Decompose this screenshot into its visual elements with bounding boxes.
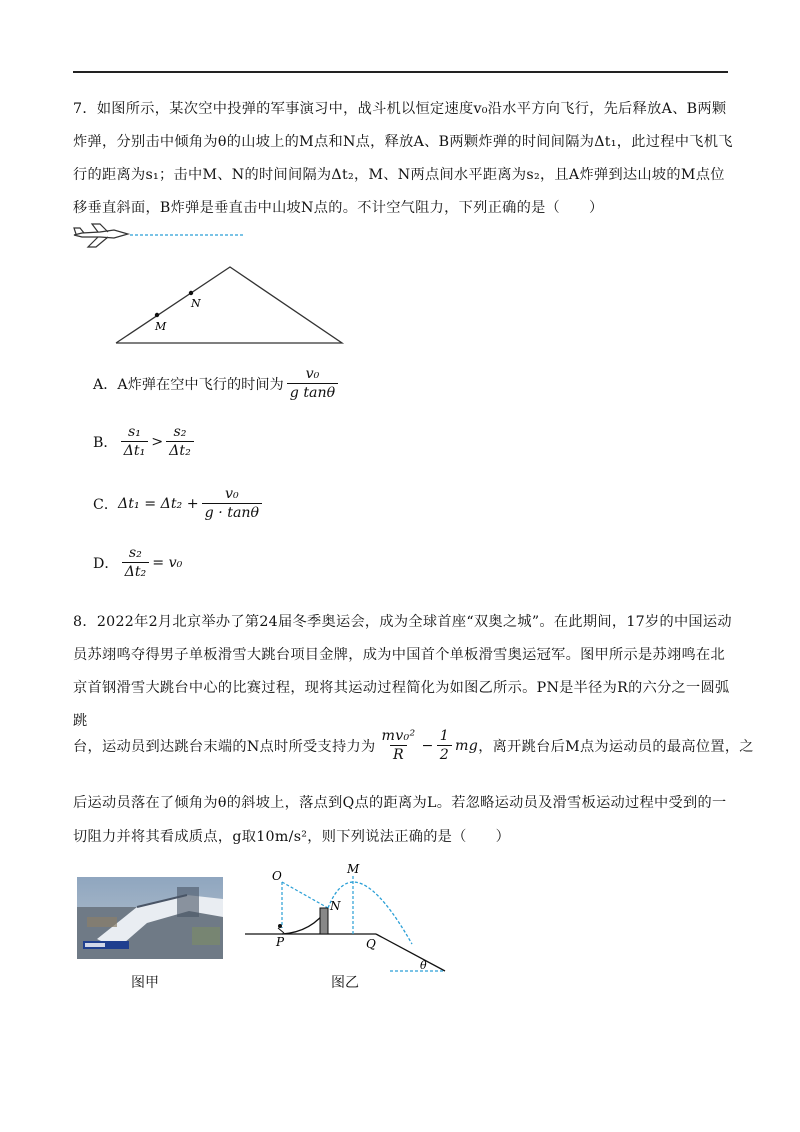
option-d-label: D．: [93, 555, 119, 572]
caption-right: 图乙: [331, 975, 359, 991]
q8-line-4: 切阻力并将其看成质点，g取10m/s²，则下列说法正确的是（ ）: [73, 829, 511, 845]
jet-plane-icon: [74, 224, 128, 247]
q8-fraction-half: $\frac{1}{2}$: [437, 728, 452, 763]
q8-diagram: [240, 860, 455, 978]
label-N: N: [191, 297, 201, 310]
option-d-fraction: $\frac{\text{s₂}}{\text{Δt₂}}$: [122, 545, 150, 580]
option-c-label: C．: [93, 496, 119, 513]
label-M: M: [347, 862, 360, 876]
caption-left: 图甲: [131, 975, 159, 991]
q8-line-2: 台，运动员到达跳台末端的N点时所受支持力为 $\frac{\text{mv₀²}}{R}$ − $\frac{1}{2}$ mg ，离开跳台后M点为运动员的最高位置，之: [73, 728, 754, 763]
q7-option-c[interactable]: C． Δt₁ = Δt₂ + $\frac{\text{v₀}}{g \cdot \tan\theta}$: [93, 486, 265, 521]
q7-figure: [70, 222, 360, 350]
option-b-fraction-2: $\frac{\text{s₂}}{\text{Δt₂}}$: [166, 424, 194, 459]
option-c-fraction: $\frac{\text{v₀}}{g \cdot \tan\theta}$: [202, 486, 262, 521]
label-P: P: [276, 935, 285, 949]
q7-option-a[interactable]: [93, 366, 341, 401]
label-Q: Q: [366, 937, 376, 951]
label-O: O: [272, 869, 282, 883]
point-M: [155, 313, 159, 317]
option-a-fraction: $\frac{\text{v₀}}{\text{g tanθ}}$: [287, 366, 338, 401]
label-M: M: [155, 320, 167, 333]
q7-option-b[interactable]: B． $\frac{\text{s₁}}{\text{Δt₁}}$ > $\frac{\text{s₂}}{\text{Δt₂}}$: [93, 424, 197, 459]
label-theta: θ: [420, 959, 427, 972]
option-b-fraction-1: $\frac{\text{s₁}}{\text{Δt₁}}$: [121, 424, 149, 459]
q7-stem: 7．如图所示，某次空中投弹的军事演习中，战斗机以恒定速度v₀沿水平方向飞行，先后释放A、B两颗炸弹，分别击中倾角为θ的山坡上的M点和N点，释放A、B两颗炸弹的时间间隔为Δt₁，此过程中飞机飞行的距离为s₁；击中M、N的时间间隔为Δt₂，M、N两点间水平距离为s₂，且A炸弹到达山坡的M点位移垂直斜面，B炸弹是垂直击中山坡N点的。不计空气阻力，下列正确的是（ ）: [73, 101, 733, 216]
q8-line-3: 后运动员落在了倾角为θ的斜坡上，落点到Q点的距离为L。若忽略运动员及滑雪板运动过程中受到的一: [73, 795, 727, 811]
label-N: N: [330, 899, 341, 913]
header-rule: [73, 71, 728, 73]
q8-stem: 8．2022年2月北京举办了第24届冬季奥运会，成为全球首座“双奥之城”。在此期间，17岁的中国运动员苏翊鸣夺得男子单板滑雪大跳台项目金牌，成为中国首个单板滑雪奥运冠军。图甲所示是苏翊鸣在北京首钢滑雪大跳台中心的比赛过程，现将其运动过程简化为如图乙所示。PN是半径为R的六分之一圆弧跳: [73, 614, 732, 729]
q8-fraction-support: $\frac{\text{mv₀²}}{R}$: [381, 728, 416, 763]
q7-option-d[interactable]: D． $\frac{\text{s₂}}{\text{Δt₂}}$ = v₀: [93, 545, 183, 580]
point-N: [189, 291, 193, 295]
option-b-label: B．: [93, 434, 118, 451]
hill-slope: [116, 267, 342, 343]
photo-ski-jump: [77, 877, 223, 959]
option-a-text: A．A炸弹在空中飞行的时间为: [93, 376, 284, 393]
